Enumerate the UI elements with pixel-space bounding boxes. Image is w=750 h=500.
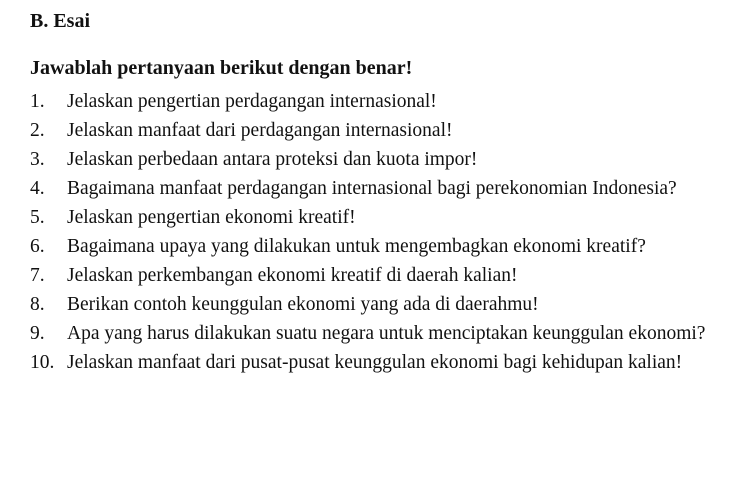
question-number: 3. (30, 149, 45, 170)
question-list (30, 90, 728, 374)
question-item (30, 206, 728, 229)
question-text: Bagaimana upaya yang dilakukan untuk mengembagkan ekonomi kreatif? (67, 236, 646, 257)
question-number: 6. (30, 236, 45, 257)
question-number: 10. (30, 352, 55, 373)
question-number: 8. (30, 294, 45, 315)
question-item (30, 148, 728, 171)
question-number: 5. (30, 207, 45, 228)
question-text: Jelaskan manfaat dari pusat-pusat keunggulan ekonomi bagi kehidupan kalian! (67, 352, 683, 373)
question-text: Jelaskan perbedaan antara proteksi dan kuota impor! (67, 149, 478, 170)
question-text: Bagaimana manfaat perdagangan internasional bagi perekonomian Indonesia? (67, 178, 677, 199)
section-title: B. Esai (30, 10, 91, 32)
question-text: Jelaskan pengertian ekonomi kreatif! (67, 207, 356, 228)
instruction-text: Jawablah pertanyaan berikut dengan benar! (30, 57, 413, 79)
question-number: 7. (30, 265, 45, 286)
question-item (30, 351, 728, 374)
question-text: Berikan contoh keunggulan ekonomi yang ada di daerahmu! (67, 294, 539, 315)
question-item (30, 264, 728, 287)
question-item (30, 119, 728, 142)
question-item (30, 177, 728, 200)
question-number: 1. (30, 91, 45, 112)
question-text: Jelaskan manfaat dari perdagangan internasional! (67, 120, 453, 141)
question-number: 4. (30, 178, 45, 199)
question-item (30, 235, 728, 258)
question-number: 2. (30, 120, 45, 141)
question-text: Jelaskan perkembangan ekonomi kreatif di daerah kalian! (67, 265, 518, 286)
question-item (30, 293, 728, 316)
question-text: Jelaskan pengertian perdagangan internasional! (67, 91, 437, 112)
question-item (30, 90, 728, 113)
question-text: Apa yang harus dilakukan suatu negara untuk menciptakan keunggulan ekonomi? (67, 323, 706, 344)
question-item (30, 322, 728, 345)
question-number: 9. (30, 323, 45, 344)
